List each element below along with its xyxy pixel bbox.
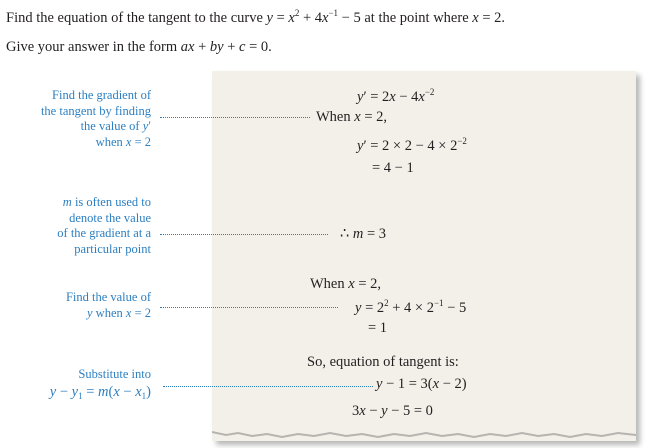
note-m-line-3: of the gradient at a xyxy=(57,226,151,240)
note-m-line-4: particular point xyxy=(74,241,151,256)
question-line-2: Give your answer in the form ax + by + c = 0. xyxy=(6,39,272,55)
result-1: = 4 − 1 xyxy=(372,160,414,176)
gradient-result: ∴ m = 3 xyxy=(340,226,387,242)
note-gradient-line-3: the value of y′ xyxy=(80,119,151,133)
note-gradient-line-4: when x = 2 xyxy=(95,134,151,149)
note-sub-line-1: Substitute into xyxy=(78,367,151,381)
result-2: = 1 xyxy=(368,320,388,336)
when-x-2-first: When x = 2, xyxy=(316,109,387,125)
leader-line-1 xyxy=(160,117,310,118)
question-line-1: Find the equation of the tangent to the curve $y = x^2 + 4x^{-1} - 5$ at the point where x = 2. xyxy=(6,8,506,26)
substitution-1: $y' = 2 \times 2 - 4 \times 2^{-2}$ xyxy=(357,136,467,154)
note-find-gradient xyxy=(41,88,151,150)
torn-edge xyxy=(212,424,644,448)
note-gradient-line-1: Find the gradient of xyxy=(52,88,151,102)
leader-line-3 xyxy=(160,307,338,308)
note-y-line-2: y when x = 2 xyxy=(86,305,151,320)
note-m-used xyxy=(57,195,151,257)
note-gradient-line-2: the tangent by finding xyxy=(40,103,151,118)
substitution-2: $y = 2^2 + 4 \times 2^{-1} - 5$ xyxy=(355,298,467,316)
note-sub-formula: $y - y_1 = m(x - x_1)$ xyxy=(49,383,151,401)
derivative: $y' = 2x - 4x^{-2}$ xyxy=(357,87,435,105)
leader-line-2 xyxy=(160,234,328,235)
note-y-line-1: Find the value of xyxy=(65,290,151,304)
note-y-value xyxy=(66,290,151,321)
note-m-line-1: m is often used to xyxy=(62,195,151,209)
note-m-line-2: denote the value xyxy=(69,210,151,225)
final-answer: 3x − y − 5 = 0 xyxy=(352,403,433,419)
note-substitute xyxy=(50,367,151,405)
tangent-intro: So, equation of tangent is: xyxy=(307,354,459,370)
tangent-equation: y − 1 = 3(x − 2) xyxy=(376,376,467,392)
leader-line-4 xyxy=(163,386,373,387)
when-x-2-second: When x = 2, xyxy=(310,276,381,292)
